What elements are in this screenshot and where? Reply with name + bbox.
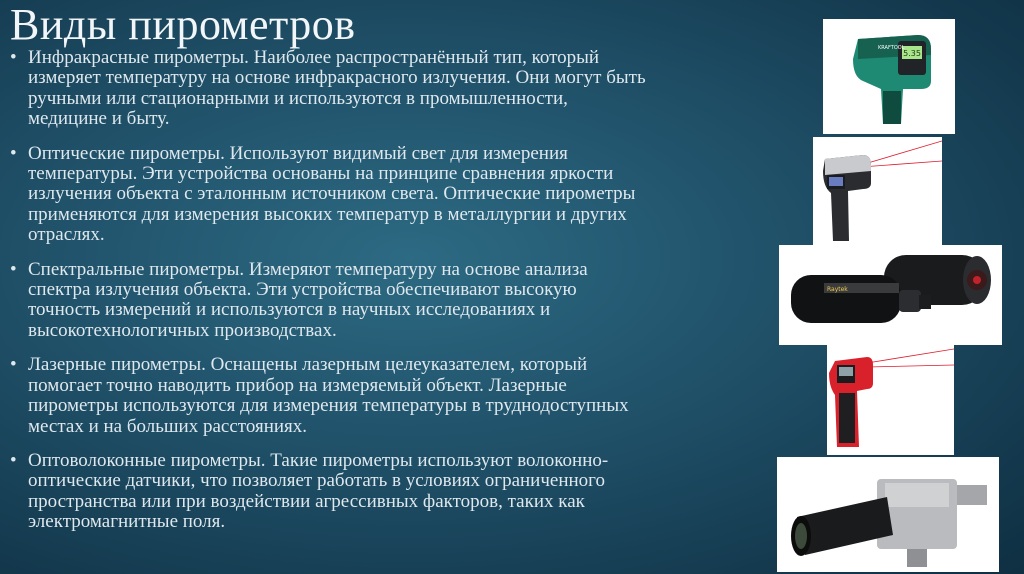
infrared-pyrometer-image [823,19,955,134]
spectral-pyrometer-cylinders-icon [779,245,1002,345]
bullet-marker: • [10,354,17,376]
bullet-spectral [8,260,798,342]
raytek-label: Raytek [827,286,848,293]
bullet-line: применяются для измерения высоких температур в металлургии и других [28,203,627,225]
spectral-pyrometer-image [779,245,1002,345]
bullet-line: ручными или стационарными и используются в промышленности, [28,87,568,109]
bullet-line: Инфракрасные пирометры. Наиболее распространённый тип, который [28,47,600,68]
bullet-infrared [8,48,798,130]
laser-pyrometer-red-icon [827,343,954,455]
bullet-line: измеряет температуру на основе инфракрасного излучения. Они могут быть [28,67,646,89]
bullet-line: пирометры используются для измерения температуры в труднодоступных [28,395,629,417]
bullet-marker: • [10,258,17,280]
bullet-line: Оптические пирометры. Используют видимый свет для измерения [28,142,568,164]
bullet-line: пространства или при воздействии агрессивных факторов, таких как [28,490,585,512]
bullet-list [8,48,798,547]
infrared-pyrometer-green-icon [823,19,955,134]
optical-pyrometer-grey-icon [813,137,942,247]
bullet-line: температуры. Эти устройства основаны на принципе сравнения яркости [28,163,614,185]
bullet-marker: • [10,47,17,68]
bullet-marker: • [10,449,17,471]
bullet-line: Спектральные пирометры. Измеряют температуру на основе анализа [28,258,588,280]
bullet-laser [8,355,798,437]
bullet-fiber-optic [8,451,798,533]
bullet-marker: • [10,142,17,164]
bullet-line: отраслях. [28,224,105,246]
bullet-line: Лазерные пирометры. Оснащены лазерным целеуказателем, который [28,354,588,376]
optical-pyrometer-image [813,137,942,247]
fiber-optic-pyrometer-image [777,457,999,572]
laser-pyrometer-image [827,343,954,455]
bullet-line: Оптоволоконные пирометры. Такие пирометры используют волоконно- [28,449,609,471]
bullet-line: медицине и быту. [28,108,170,130]
bullet-line: излучения объекта с эталонным источником света. Оптические пирометры [28,183,636,205]
bullet-optical [8,144,798,246]
pyrometer-display-value: 5.35 [903,49,921,58]
bullet-line: электромагнитные поля. [28,511,226,533]
bullet-line: местах и на больших расстояниях. [28,415,308,437]
bullet-line: спектра излучения объекта. Эти устройства обеспечивают высокую [28,279,577,301]
brand-label: KRAFTOOL [878,45,905,51]
bullet-line: оптические датчики, что позволяет работать в условиях ограниченного [28,470,605,492]
fiber-optic-pyrometer-icon [777,457,999,572]
bullet-line: точность измерений и используются в научных исследованиях и [28,299,551,321]
slide-title: Виды пирометров [10,0,356,49]
bullet-line: помогает точно наводить прибор на измеряемый объект. Лазерные [28,374,567,396]
bullet-line: высокотехнологичных производствах. [28,319,337,341]
